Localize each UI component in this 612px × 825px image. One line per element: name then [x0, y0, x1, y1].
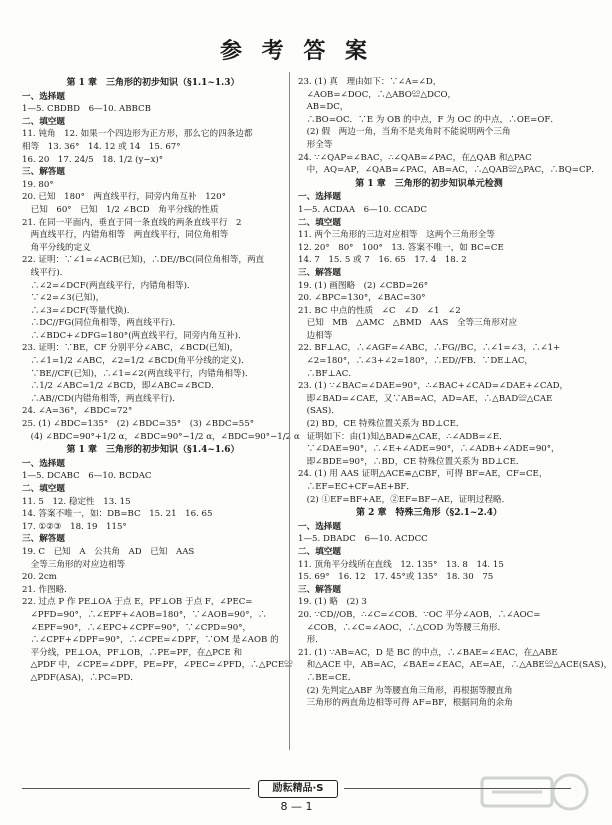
answer-line: ∵∠DAE=90°，∴∠E+∠ADE=90°，∴∠ADB+∠ADE=90°， [298, 444, 560, 455]
answer-line: 21. 在同一平面内，垂直于同一条直线的两条直线平行 2 [22, 217, 242, 228]
answer-line: 22. BF⊥AC，∴∠AGF=∠ABC，∴FG//BC，∴∠1=∠3，∴∠1+ [298, 343, 561, 354]
section-heading: 三、解答题 [298, 267, 341, 278]
answer-line: 11. 两个三角形的三边对应相等 这两个三角形全等 [298, 230, 495, 241]
answer-line: △PDF(ASA)，∴PC=PD． [22, 672, 139, 683]
answer-line: 1—5. DCABC 6—10. BCDAC [22, 471, 152, 482]
answer-line: 证明如下：由(1)知△BAD≌△CAE，∴∠ADB=∠E． [298, 431, 508, 442]
answer-line: 两直线平行，内错角相等 两直线平行，同位角相等 [22, 230, 229, 241]
answer-line: 21. BC 中点的性质 ∠C ∠D ∠1 ∠2 [298, 305, 461, 316]
answer-line: 19. (1) 画图略 (2) ∠CBD=26° [298, 280, 428, 291]
answer-line: 中，AQ=AP，∠QAB=∠PAC，AB=AC，∴△QAB≌△PAC，∴BQ=CP． [298, 165, 600, 176]
answer-line: 线平行)． [22, 267, 69, 278]
answer-line: 25. (1) ∠BDC=135° (2) ∠BDC=35° (3) ∠BDC=55° [22, 419, 255, 430]
answer-line: 1—5. DBADC 6—10. ACDCC [298, 534, 428, 545]
answer-line: (2) 先判定△ABF 为等腰直角三角形，再根据等腰直角 [298, 685, 513, 696]
answer-line: 23. (1) ∵∠BAC=∠DAE=90°，∴∠BAC+∠CAD=∠DAE+∠CAD， [298, 381, 569, 392]
section-heading: 三、解答题 [22, 167, 65, 178]
answer-line: (2) 假 两边一角，当角不是夹角时不能说明两个三角 [298, 127, 511, 138]
answer-line: (SAS)． [298, 406, 340, 417]
answer-line: 21. (1) ∵AB=AC，D 是 BC 的中点，∴∠BAE=∠EAC，在△ABE [298, 647, 558, 658]
answer-line: 19. C 已知 A 公共角 AD 已知 AAS [22, 546, 195, 557]
answer-line: 即∠BDE=90°，∴BD，CE 特殊位置关系为 BD⊥CE． [298, 456, 525, 467]
answer-line: ∴AB//CD(内错角相等，两直线平行)． [22, 393, 181, 404]
answer-line: ∵∠2=∠3(已知)， [22, 293, 105, 304]
answer-line: 19. (1) 略 (2) 3 [298, 597, 367, 608]
answer-line: 19. 80° [22, 179, 54, 190]
answer-line: ∴∠CPF+∠DPF=90°，∴∠CPE=∠DPF，∵OM 是∠AOB 的 [22, 635, 279, 646]
page-number: 8 — 1 [280, 800, 313, 813]
section-heading: 三、解答题 [298, 584, 341, 595]
answer-line: 16. 20 17. 24/5 18. 1/2 (y−x)° [22, 154, 164, 165]
section-heading: 二、填空题 [22, 484, 65, 494]
page-title: 参 考 答 案 [220, 38, 373, 64]
answer-line: 形． [298, 635, 324, 646]
answer-line: ∴DC//FG(同位角相等，两直线平行)． [22, 318, 182, 329]
answer-line: 11. 钝角 12. 如果一个四边形为正方形，那么它的四条边都 [22, 129, 253, 140]
answer-line: ∴BF⊥AC． [298, 368, 357, 379]
answer-line: 14. 7 15. 5 或 7 16. 65 17. 4 18. 2 [298, 255, 467, 266]
answer-line: 23. 证明：∵BE，CF 分别平分∠ABC，∠BCD(已知)， [22, 343, 239, 354]
answer-line: 24. ∠A=36°，∠BDC=72° [22, 406, 133, 417]
answer-line: 和△ACE 中，AB=AC，∠BAE=∠EAC，AE=AE，∴△ABE≌△ACE(SAS)， [298, 660, 612, 671]
answer-line: 22. 证明：∵∠1=∠ACB(已知)，∴DE//BC(同位角相等，两直 [22, 255, 265, 266]
answer-line: ∴∠BDC+∠DFG=180°(两直线平行，同旁内角互补)． [22, 330, 247, 341]
answer-line: 15. 69° 16. 12 17. 45°或 135° 18. 30 75 [298, 572, 494, 583]
answer-line: ∠COB，∴∠C=∠AOC，∴△COD 为等腰三角形． [298, 622, 507, 633]
answer-line: △PDF 中，∠CPE=∠DPF，PE=PF，∠PEC=∠PFD，∴△PCE≌ [22, 660, 293, 671]
answer-line: ∴∠1=1/2 ∠ABC，∠2=1/2 ∠BCD(角平分线的定义)． [22, 356, 250, 367]
brand-logo: 励耘精品·S [258, 780, 338, 798]
answer-line: 平分线，PE⊥OA，PF⊥OB，∴PE=PF，在△PCE 和 [22, 647, 243, 658]
chapter-heading: 第 1 章 三角形的初步知识单元检测 [355, 178, 503, 189]
answer-line: (2) ①EF=BF+AE，②EF=BF−AE，证明过程略． [298, 494, 511, 505]
section-heading: 一、选择题 [298, 192, 341, 203]
answer-line: 全等三角形的对应边相等 [22, 559, 126, 570]
answer-line: AB=DC， [298, 102, 349, 113]
answer-line: 22. 过点 P 作 PE⊥OA 于点 E，PF⊥OB 于点 F，∠PEC= [22, 597, 253, 608]
chapter-heading: 第 1 章 三角形的初步知识（§1.1~1.3） [66, 78, 240, 88]
answer-line: ∠AOB=∠DOC，∴△ABO≌△DCO， [298, 89, 457, 100]
answer-line: 11. 5 12. 稳定性 13. 15 [22, 496, 131, 507]
answer-line: ∴BE=CE． [298, 672, 357, 683]
watermark-stamp-icon [478, 770, 588, 820]
answer-line: ∠PFD=90°，∴∠EPF+∠AOB=180°，∵∠AOB=90°，∴ [22, 609, 267, 620]
answer-line: 12. 20° 80° 100° 13. 答案不唯一，如 BC=CE [298, 242, 504, 253]
left-column [22, 76, 300, 685]
answer-line: 即∠BAD=∠CAE，又∵AB=AC，AD=AE，∴△BAD≌△CAE [298, 393, 553, 404]
answer-line: ∵BE//CF(已知)，∴∠1=∠2(两直线平行，内错角相等)． [22, 368, 254, 379]
answer-line: 形全等 [298, 139, 333, 150]
answer-line: ∴∠3=∠DCF(等量代换)． [22, 305, 136, 316]
answer-line: ∠2=180°，∴∠3+∠2=180°，∴ED//FB．∵DE⊥AC， [298, 356, 534, 367]
section-heading: 一、选择题 [22, 458, 65, 469]
answer-line: 1—5. CBDBD 6—10. ABBCB [22, 104, 151, 115]
chapter-heading: 第 1 章 三角形的初步知识（§1.4~1.6） [66, 445, 240, 456]
right-column [298, 76, 612, 710]
section-heading: 二、填空题 [298, 217, 341, 228]
answer-line: 23. (1) 真 理由如下：∵∠A=∠D， [298, 77, 442, 87]
answer-line: ∴∠2=∠DCF(两直线平行，内错角相等)． [22, 280, 196, 291]
answer-line: 21. 作图略． [22, 584, 73, 595]
answer-line: 20. 已知 180° 两直线平行，同旁内角互补 120° [22, 192, 226, 203]
answer-line: ∴EF=EC+CF=AE+BF． [298, 482, 415, 492]
answer-line: 11. 顶角平分线所在直线 12. 135° 13. 8 14. 15 [298, 559, 504, 570]
answer-line: 24. (1) 用 AAS 证明△ACE≌△CBF，可得 BF=AE，CF=CE， [298, 469, 548, 480]
section-heading: 一、选择题 [298, 521, 341, 532]
answer-line: 20. 2cm [22, 572, 57, 583]
answer-line: 24. ∵∠QAP=∠BAC，∴∠QAB=∠PAC，在△QAB 和△PAC [298, 152, 532, 163]
answer-line: ∴BO=OC．∵E 为 OB 的中点，F 为 OC 的中点，∴OE=OF． [298, 114, 559, 125]
section-heading: 一、选择题 [22, 91, 65, 102]
answer-line: 已知 MB △AMC △BMD AAS 全等三角形对应 [298, 318, 518, 329]
answer-line: 边相等 [298, 330, 333, 341]
answer-line: 14. 答案不唯一，如：DB=BC 15. 21 16. 65 [22, 509, 213, 520]
answer-line: 已知 60° 已知 1/2 ∠BCD 角平分线的性质 [22, 204, 219, 215]
answer-line: 三角形的两直角边相等可得 AF=BF，根据同角的余角 [298, 698, 513, 709]
answer-line: 17. ①②③ 18. 19 115° [22, 521, 127, 532]
answer-line: ∠EPF=90°，∴∠EPC+∠CPF=90°，∵∠CPD=90°， [22, 622, 252, 633]
section-heading: 三、解答题 [22, 534, 65, 545]
answer-line: 角平分线的定义 [22, 242, 91, 253]
answer-line: 1—5. ACDAA 6—10. CCADC [298, 204, 427, 215]
answer-line: (2) BD，CE 特殊位置关系为 BD⊥CE． [298, 419, 465, 430]
answer-line: 20. ∵CD//OB，∴∠C=∠COB．∵OC 平分∠AOB，∴∠AOC= [298, 609, 541, 620]
answer-line: ∴1/2 ∠ABC=1/2 ∠BCD，即∠ABC=∠BCD． [22, 381, 220, 392]
answer-line: (4) ∠BDC=90°+1/2 α，∠BDC=90°−1/2 α，∠BDC=90°−1/2 α [22, 431, 300, 442]
answer-line: 相等 13. 36° 14. 12 或 14 15. 67° [22, 141, 181, 152]
answer-line: 20. ∠BPC=130°，∠BAC=30° [298, 293, 426, 304]
section-heading: 二、填空题 [298, 546, 341, 557]
section-heading: 二、填空题 [22, 116, 65, 127]
chapter-heading: 第 2 章 特殊三角形（§2.1~2.4） [355, 508, 503, 519]
